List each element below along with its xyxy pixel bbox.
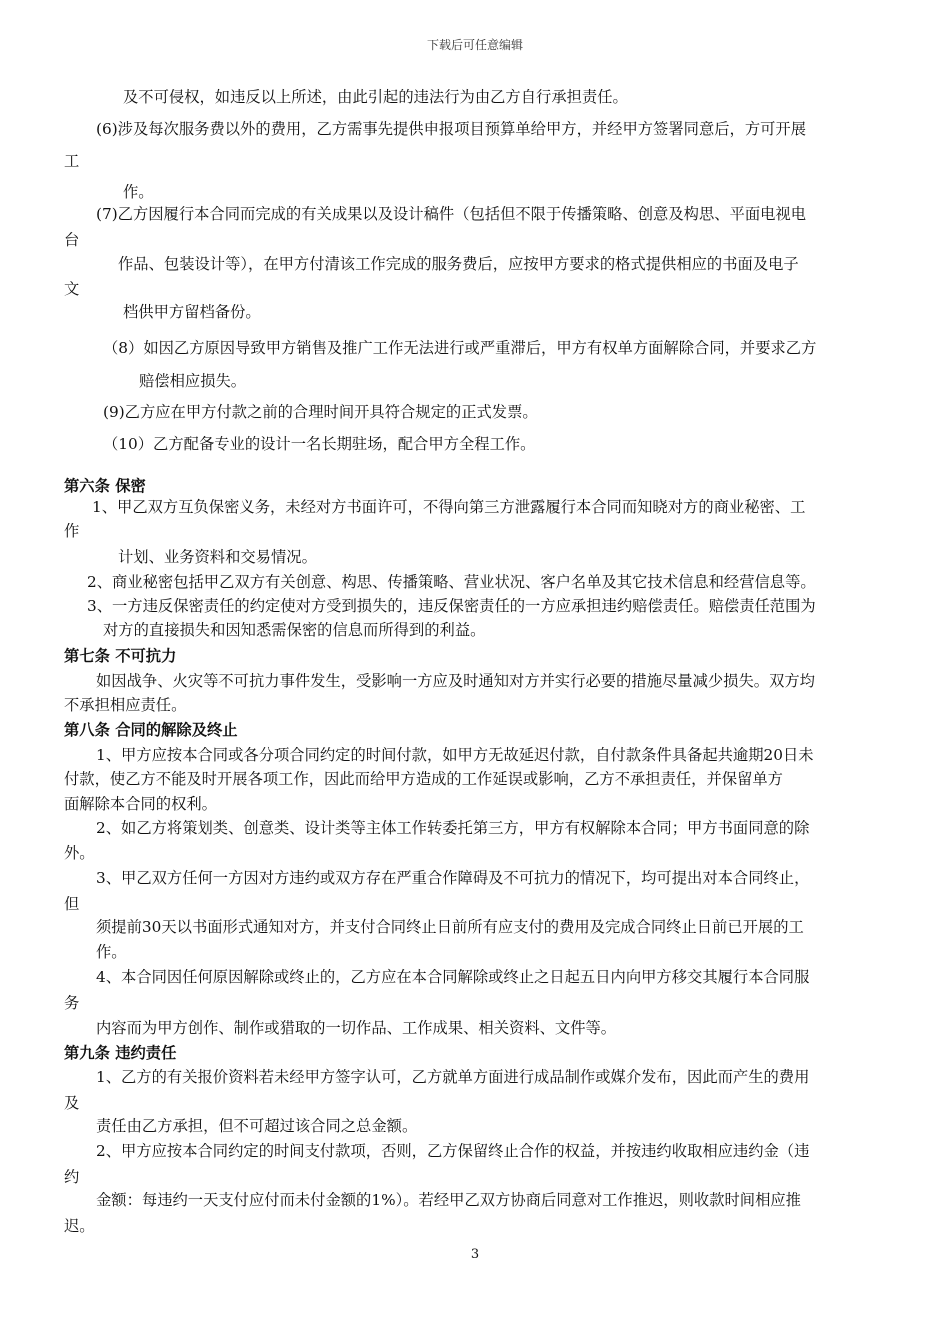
text-line: （10）乙方配备专业的设计一名长期驻场，配合甲方全程工作。 xyxy=(103,435,536,453)
text-line: 计划、业务资料和交易情况。 xyxy=(118,548,317,566)
text-line: （8）如因乙方原因导致甲方销售及推广工作无法进行或严重滞后，甲方有权单方面解除合同，并要求乙方 xyxy=(103,339,817,357)
text-line: 2、甲方应按本合同约定的时间支付款项，否则，乙方保留终止合作的权益，并按违约收取相应违约金（违 xyxy=(96,1142,810,1160)
text-line: 如因战争、火灾等不可抗力事件发生，受影响一方应及时通知对方并实行必要的措施尽量减少损失。双方均 xyxy=(96,672,815,690)
text-line: 务 xyxy=(64,994,80,1012)
text-line: 台 xyxy=(64,231,80,249)
page-number: 3 xyxy=(470,1247,480,1262)
text-line: 3、甲乙双方任何一方因对方违约或双方存在严重合作障碍及不可抗力的情况下，均可提出对本合同终止， xyxy=(96,869,810,887)
text-line: 作。 xyxy=(123,183,154,201)
text-line: 但 xyxy=(64,895,80,913)
section-heading: 第九条 违约责任 xyxy=(64,1044,177,1062)
text-line: 不承担相应责任。 xyxy=(64,696,187,714)
text-line: 1、甲乙双方互负保密义务，未经对方书面许可，不得向第三方泄露履行本合同而知晓对方的商业秘密、工 xyxy=(92,498,806,516)
text-line: 对方的直接损失和因知悉需保密的信息而所得到的利益。 xyxy=(103,621,486,639)
text-line: 约 xyxy=(64,1168,80,1186)
text-line: 作。 xyxy=(96,943,127,961)
section-heading: 第七条 不可抗力 xyxy=(64,647,177,665)
text-line: 外。 xyxy=(64,844,95,862)
text-line: 赔偿相应损失。 xyxy=(139,372,247,390)
page-header: 下载后可任意编辑 xyxy=(426,38,523,52)
text-line: 文 xyxy=(64,280,80,298)
text-line: 档供甲方留档备份。 xyxy=(123,303,261,321)
text-line: 责任由乙方承担，但不可超过该合同之总金额。 xyxy=(96,1117,418,1135)
text-line: 1、乙方的有关报价资料若未经甲方签字认可，乙方就单方面进行成品制作或媒介发布，因此而产生的费用 xyxy=(96,1068,810,1086)
text-line: 作 xyxy=(64,522,80,540)
section-heading: 第八条 合同的解除及终止 xyxy=(64,721,238,739)
text-line: 内容而为甲方创作、制作或猎取的一切作品、工作成果、相关资料、文件等。 xyxy=(96,1019,617,1037)
text-line: 作品、包装设计等），在甲方付清该工作完成的服务费后，应按甲方要求的格式提供相应的书面及电子 xyxy=(118,255,799,273)
text-line: 2、商业秘密包括甲乙双方有关创意、构思、传播策略、营业状况、客户名单及其它技术信息和经营信息等。 xyxy=(87,573,816,591)
text-line: 3、一方违反保密责任的约定使对方受到损失的，违反保密责任的一方应承担违约赔偿责任。赔偿责任范围为 xyxy=(87,597,816,615)
text-line: 工 xyxy=(64,152,80,170)
text-line: 面解除本合同的权利。 xyxy=(64,795,217,813)
text-line: 4、本合同因任何原因解除或终止的，乙方应在本合同解除或终止之日起五日内向甲方移交其履行本合同服 xyxy=(96,968,810,986)
text-line: 及不可侵权，如违反以上所述，由此引起的违法行为由乙方自行承担责任。 xyxy=(123,88,628,106)
text-line: 1、甲方应按本合同或各分项合同约定的时间付款，如甲方无故延迟付款，自付款条件具备起共逾期20日未 xyxy=(96,746,814,764)
text-line: 2、如乙方将策划类、创意类、设计类等主体工作转委托第三方，甲方有权解除本合同；甲方书面同意的除 xyxy=(96,819,810,837)
text-line: (9)乙方应在甲方付款之前的合理时间开具符合规定的正式发票。 xyxy=(103,403,538,421)
text-line: (6)涉及每次服务费以外的费用，乙方需事先提供申报项目预算单给甲方，并经甲方签署同意后，方可开展 xyxy=(96,120,807,138)
section-heading: 第六条 保密 xyxy=(64,477,146,495)
text-line: 须提前30天以书面形式通知对方，并支付合同终止日前所有应支付的费用及完成合同终止日前已开展的工 xyxy=(96,918,804,936)
text-line: 及 xyxy=(64,1094,80,1112)
text-line: (7)乙方因履行本合同而完成的有关成果以及设计稿件（包括但不限于传播策略、创意及构思、平面电视电 xyxy=(96,205,807,223)
text-line: 付款，使乙方不能及时开展各项工作，因此而给甲方造成的工作延误或影响，乙方不承担责任，并保留单方 xyxy=(64,770,783,788)
text-line: 迟。 xyxy=(64,1217,95,1235)
text-line: 金额：每违约一天支付应付而未付金额的1%）。若经甲乙双方协商后同意对工作推迟，则收款时间相应推 xyxy=(96,1191,801,1209)
